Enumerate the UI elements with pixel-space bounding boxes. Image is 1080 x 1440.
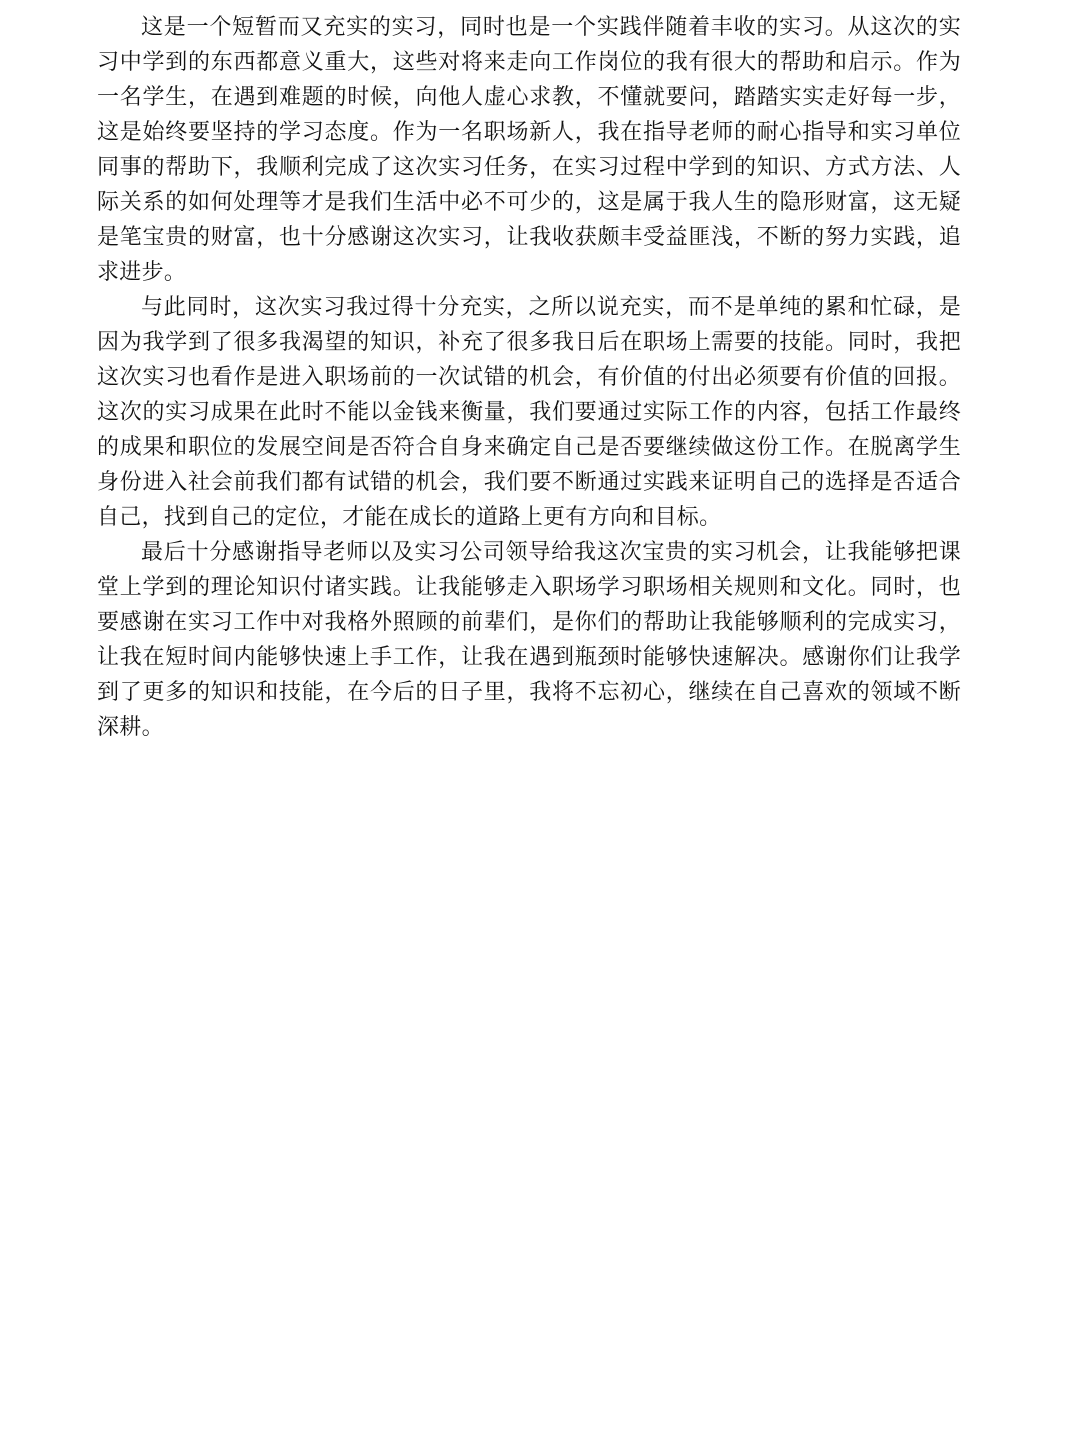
document-body bbox=[97, 10, 961, 745]
paragraph-3: 最后十分感谢指导老师以及实习公司领导给我这次宝贵的实习机会，让我能够把课堂上学到的理论知识付诸实践。让我能够走入职场学习职场相关规则和文化。同时，也要感谢在实习工作中对我格外照顾的前辈们，是你们的帮助让我能够顺利的完成实习，让我在短时间内能够快速上手工作，让我在遇到瓶颈时能够快速解决。感谢你们让我学到了更多的知识和技能，在今后的日子里，我将不忘初心，继续在自己喜欢的领域不断深耕。 bbox=[97, 540, 961, 740]
paragraph-1: 这是一个短暂而又充实的实习，同时也是一个实践伴随着丰收的实习。从这次的实习中学到的东西都意义重大，这些对将来走向工作岗位的我有很大的帮助和启示。作为一名学生，在遇到难题的时候，向他人虚心求教，不懂就要问，踏踏实实走好每一步，这是始终要坚持的学习态度。作为一名职场新人，我在指导老师的耐心指导和实习单位同事的帮助下，我顺利完成了这次实习任务，在实习过程中学到的知识、方式方法、人际关系的如何处理等才是我们生活中必不可少的，这是属于我人生的隐形财富，这无疑是笔宝贵的财富，也十分感谢这次实习，让我收获颇丰受益匪浅，不断的努力实践，追求进步。 bbox=[97, 15, 961, 285]
paragraph-2: 与此同时，这次实习我过得十分充实，之所以说充实，而不是单纯的累和忙碌，是因为我学到了很多我渴望的知识，补充了很多我日后在职场上需要的技能。同时，我把这次实习也看作是进入职场前的一次试错的机会，有价值的付出必须要有价值的回报。这次的实习成果在此时不能以金钱来衡量，我们要通过实际工作的内容，包括工作最终的成果和职位的发展空间是否符合自身来确定自己是否要继续做这份工作。在脱离学生身份进入社会前我们都有试错的机会，我们要不断通过实践来证明自己的选择是否适合自己，找到自己的定位，才能在成长的道路上更有方向和目标。 bbox=[97, 295, 961, 530]
